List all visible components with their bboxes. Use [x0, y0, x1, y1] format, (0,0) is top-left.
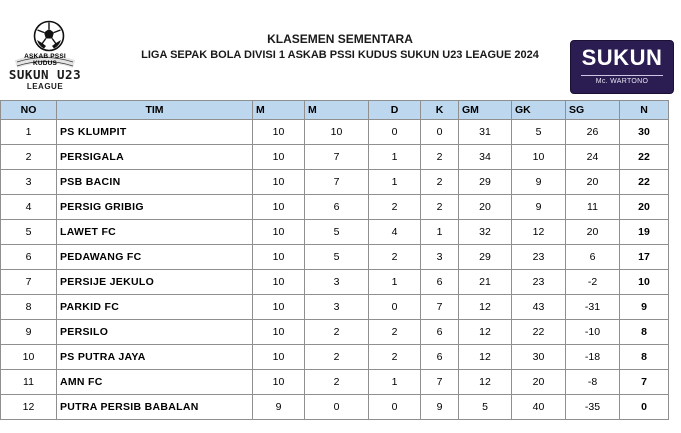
goals-for-cell: 31 — [459, 120, 512, 145]
goals-against-cell: 9 — [512, 170, 566, 195]
played-cell: 10 — [253, 295, 305, 320]
goal-diff-cell: -35 — [566, 395, 620, 420]
goal-diff-cell: 24 — [566, 145, 620, 170]
won-cell: 5 — [305, 245, 369, 270]
header — [0, 0, 681, 100]
goals-against-cell: 30 — [512, 345, 566, 370]
table-row — [1, 120, 669, 145]
table-row — [1, 245, 669, 270]
goal-diff-cell: 20 — [566, 170, 620, 195]
team-name-cell: PERSIG GRIBIG — [57, 195, 253, 220]
draw-cell: 2 — [369, 245, 421, 270]
goals-for-cell: 20 — [459, 195, 512, 220]
table-row — [1, 195, 669, 220]
team-name-cell: PERSILO — [57, 320, 253, 345]
played-cell: 10 — [253, 220, 305, 245]
goal-diff-cell: -31 — [566, 295, 620, 320]
table-row — [1, 395, 669, 420]
draw-cell: 4 — [369, 220, 421, 245]
points-cell: 22 — [620, 145, 669, 170]
rank-cell: 7 — [1, 270, 57, 295]
table-row — [1, 320, 669, 345]
points-cell: 0 — [620, 395, 669, 420]
draw-cell: 2 — [369, 195, 421, 220]
standings-table — [0, 100, 669, 420]
rank-cell: 2 — [1, 145, 57, 170]
col-header-sg: SG — [566, 101, 620, 120]
points-cell: 8 — [620, 320, 669, 345]
lost-cell: 3 — [421, 245, 459, 270]
points-cell: 8 — [620, 345, 669, 370]
goals-for-cell: 21 — [459, 270, 512, 295]
points-cell: 7 — [620, 370, 669, 395]
draw-cell: 0 — [369, 295, 421, 320]
col-header-main: M — [253, 101, 305, 120]
lost-cell: 9 — [421, 395, 459, 420]
logo-banner-text: ASKAB PSSI KUDUS — [24, 53, 66, 67]
played-cell: 9 — [253, 395, 305, 420]
lost-cell: 6 — [421, 345, 459, 370]
played-cell: 10 — [253, 145, 305, 170]
goal-diff-cell: -8 — [566, 370, 620, 395]
draw-cell: 1 — [369, 170, 421, 195]
goals-for-cell: 12 — [459, 370, 512, 395]
rank-cell: 3 — [1, 170, 57, 195]
goals-for-cell: 34 — [459, 145, 512, 170]
played-cell: 10 — [253, 370, 305, 395]
goals-against-cell: 12 — [512, 220, 566, 245]
col-header-gm: GM — [459, 101, 512, 120]
draw-cell: 1 — [369, 270, 421, 295]
won-cell: 2 — [305, 320, 369, 345]
team-name-cell: PERSIGALA — [57, 145, 253, 170]
team-name-cell: PS PUTRA JAYA — [57, 345, 253, 370]
played-cell: 10 — [253, 120, 305, 145]
goals-for-cell: 29 — [459, 245, 512, 270]
team-name-cell: PERSIJE JEKULO — [57, 270, 253, 295]
col-header-nilai: N — [620, 101, 669, 120]
goal-diff-cell: 26 — [566, 120, 620, 145]
logo-subtitle: LEAGUE — [26, 82, 64, 91]
team-name-cell: LAWET FC — [57, 220, 253, 245]
goal-diff-cell: -2 — [566, 270, 620, 295]
sponsor-name: SUKUN — [581, 45, 663, 70]
won-cell: 3 — [305, 295, 369, 320]
rank-cell: 1 — [1, 120, 57, 145]
points-cell: 22 — [620, 170, 669, 195]
rank-cell: 11 — [1, 370, 57, 395]
rank-cell: 6 — [1, 245, 57, 270]
draw-cell: 2 — [369, 345, 421, 370]
sponsor-divider — [581, 75, 663, 76]
lost-cell: 2 — [421, 145, 459, 170]
goal-diff-cell: -18 — [566, 345, 620, 370]
won-cell: 3 — [305, 270, 369, 295]
table-row — [1, 345, 669, 370]
goals-for-cell: 5 — [459, 395, 512, 420]
table-row — [1, 295, 669, 320]
played-cell: 10 — [253, 170, 305, 195]
col-header-no: NO — [1, 101, 57, 120]
team-name-cell: PUTRA PERSIB BABALAN — [57, 395, 253, 420]
goals-for-cell: 12 — [459, 295, 512, 320]
goals-for-cell: 29 — [459, 170, 512, 195]
col-header-menang: M — [305, 101, 369, 120]
goals-against-cell: 10 — [512, 145, 566, 170]
lost-cell: 0 — [421, 120, 459, 145]
sponsor-tagline: Mc. WARTONO — [595, 78, 649, 85]
lost-cell: 7 — [421, 370, 459, 395]
team-name-cell: PARKID FC — [57, 295, 253, 320]
lost-cell: 2 — [421, 195, 459, 220]
table-row — [1, 145, 669, 170]
team-name-cell: PS KLUMPIT — [57, 120, 253, 145]
goal-diff-cell: 20 — [566, 220, 620, 245]
won-cell: 6 — [305, 195, 369, 220]
table-header-row — [1, 101, 669, 120]
table-row — [1, 370, 669, 395]
table-row — [1, 220, 669, 245]
team-name-cell: PSB BACIN — [57, 170, 253, 195]
rank-cell: 4 — [1, 195, 57, 220]
won-cell: 10 — [305, 120, 369, 145]
goal-diff-cell: 11 — [566, 195, 620, 220]
goals-for-cell: 12 — [459, 320, 512, 345]
draw-cell: 0 — [369, 395, 421, 420]
won-cell: 5 — [305, 220, 369, 245]
page-subtitle: LIGA SEPAK BOLA DIVISI 1 ASKAB PSSI KUDUS SUKUN U23 LEAGUE 2024 — [141, 49, 539, 61]
lost-cell: 7 — [421, 295, 459, 320]
points-cell: 17 — [620, 245, 669, 270]
sponsor-logo — [570, 40, 674, 94]
draw-cell: 1 — [369, 370, 421, 395]
goals-against-cell: 9 — [512, 195, 566, 220]
won-cell: 2 — [305, 370, 369, 395]
team-name-cell: PEDAWANG FC — [57, 245, 253, 270]
lost-cell: 6 — [421, 320, 459, 345]
goal-diff-cell: -10 — [566, 320, 620, 345]
points-cell: 30 — [620, 120, 669, 145]
standings-body — [1, 120, 669, 420]
goals-against-cell: 23 — [512, 245, 566, 270]
col-header-kalah: K — [421, 101, 459, 120]
goals-against-cell: 22 — [512, 320, 566, 345]
goals-against-cell: 43 — [512, 295, 566, 320]
played-cell: 10 — [253, 245, 305, 270]
rank-cell: 10 — [1, 345, 57, 370]
won-cell: 0 — [305, 395, 369, 420]
page-title: KLASEMEN SEMENTARA — [267, 32, 413, 46]
col-header-draw: D — [369, 101, 421, 120]
points-cell: 20 — [620, 195, 669, 220]
league-logo — [8, 20, 80, 98]
goals-against-cell: 5 — [512, 120, 566, 145]
team-name-cell: AMN FC — [57, 370, 253, 395]
col-header-tim: TIM — [57, 101, 253, 120]
rank-cell: 9 — [1, 320, 57, 345]
rank-cell: 12 — [1, 395, 57, 420]
lost-cell: 2 — [421, 170, 459, 195]
logo-title: SUKUN U23 — [8, 67, 82, 82]
played-cell: 10 — [253, 345, 305, 370]
played-cell: 10 — [253, 270, 305, 295]
played-cell: 10 — [253, 320, 305, 345]
goals-for-cell: 32 — [459, 220, 512, 245]
goal-diff-cell: 6 — [566, 245, 620, 270]
soccer-ball-icon — [33, 20, 65, 52]
won-cell: 2 — [305, 345, 369, 370]
goals-for-cell: 12 — [459, 345, 512, 370]
table-row — [1, 170, 669, 195]
rank-cell: 8 — [1, 295, 57, 320]
goals-against-cell: 20 — [512, 370, 566, 395]
lost-cell: 6 — [421, 270, 459, 295]
points-cell: 19 — [620, 220, 669, 245]
played-cell: 10 — [253, 195, 305, 220]
won-cell: 7 — [305, 170, 369, 195]
draw-cell: 2 — [369, 320, 421, 345]
draw-cell: 1 — [369, 145, 421, 170]
rank-cell: 5 — [1, 220, 57, 245]
goals-against-cell: 23 — [512, 270, 566, 295]
points-cell: 9 — [620, 295, 669, 320]
points-cell: 10 — [620, 270, 669, 295]
draw-cell: 0 — [369, 120, 421, 145]
lost-cell: 1 — [421, 220, 459, 245]
goals-against-cell: 40 — [512, 395, 566, 420]
table-row — [1, 270, 669, 295]
col-header-gk: GK — [512, 101, 566, 120]
won-cell: 7 — [305, 145, 369, 170]
